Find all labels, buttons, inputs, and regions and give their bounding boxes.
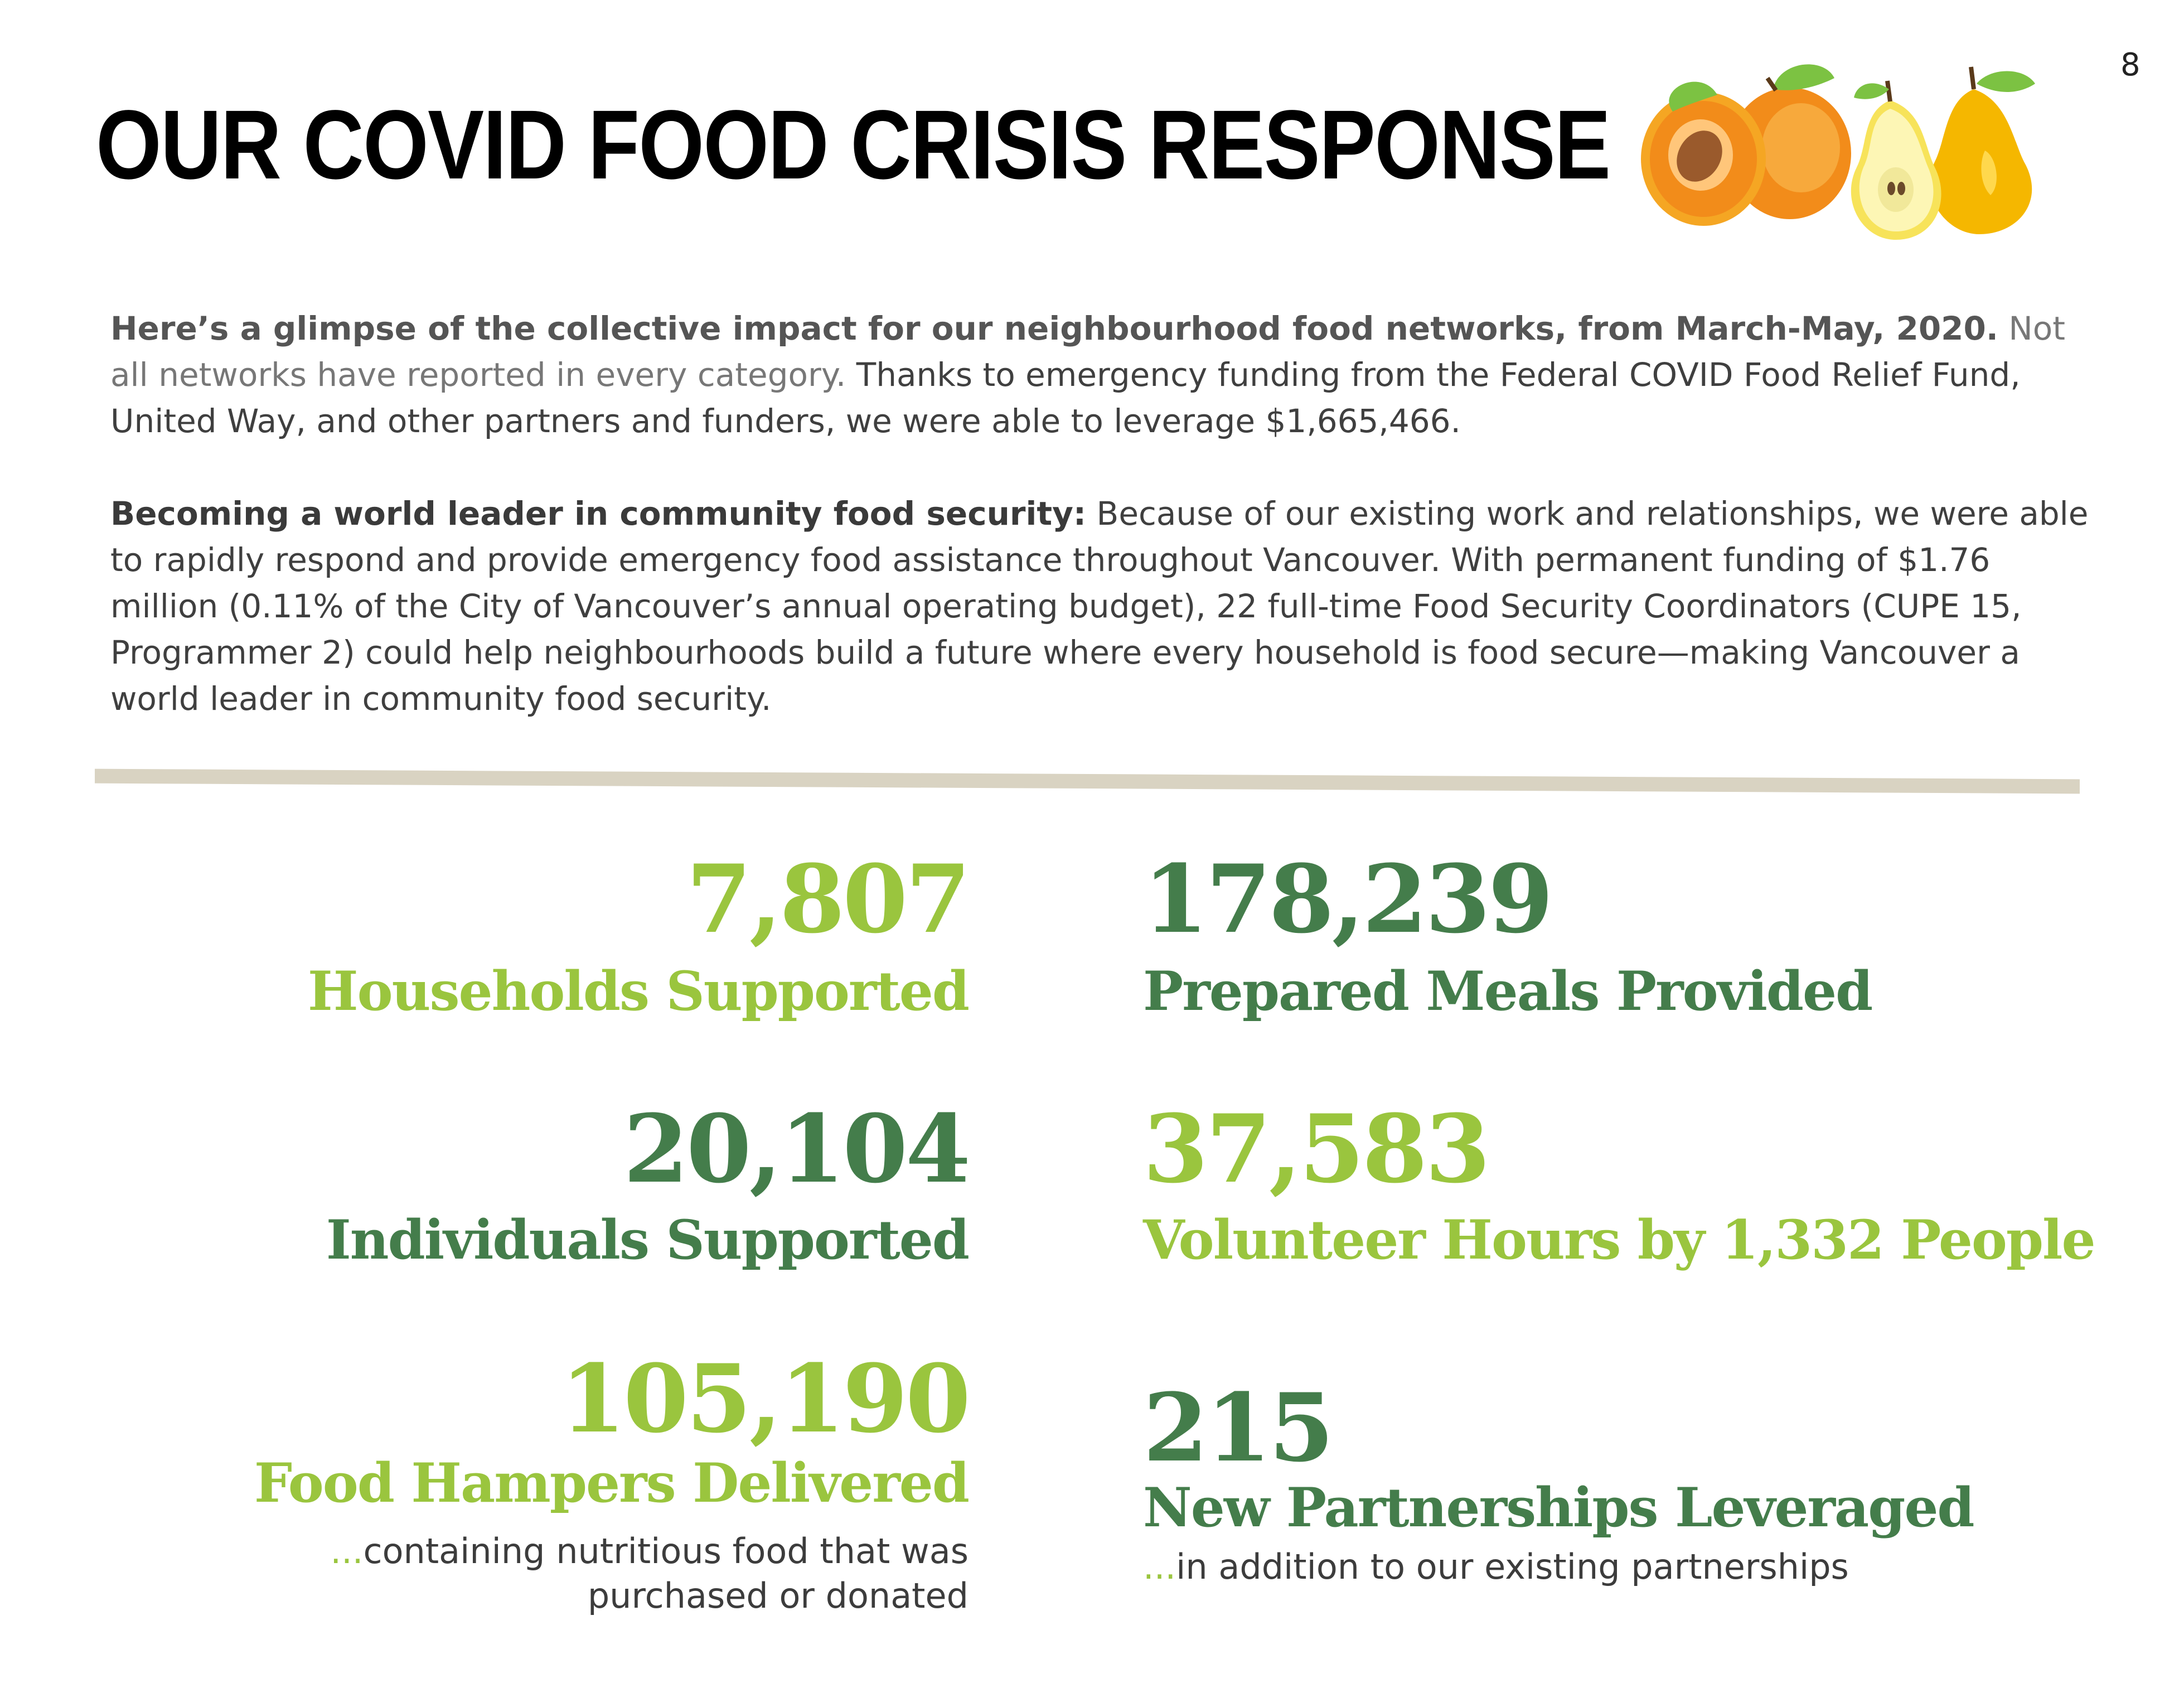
intro-lead: Here’s a glimpse of the collective impact for our neighbourhood food networks, from March-May, 2020. — [110, 309, 1998, 347]
households-label: Households Supported — [307, 960, 968, 1023]
volunteer-label: Volunteer Hours by 1,332 People — [1143, 1208, 2095, 1271]
meals-label: Prepared Meals Provided — [1143, 960, 1872, 1023]
section-divider — [95, 769, 2080, 794]
partnerships-note-dots: ... — [1143, 1546, 1176, 1587]
world-leader-paragraph — [110, 491, 2095, 722]
intro-body: Thanks to emergency funding from the Federal COVID Food Relief Fund, United Way, and other partners and funders, we were able to leverage $1,665,466. — [110, 356, 2021, 440]
intro-paragraph — [110, 306, 2095, 444]
hampers-label: Food Hampers Delivered — [254, 1452, 968, 1515]
apricot-icon — [1641, 64, 1851, 226]
hampers-note-line2: purchased or donated — [587, 1575, 968, 1616]
intro-note: Not all networks have reported in every category. — [110, 309, 2065, 394]
partnerships-note-text: in addition to our existing partnerships — [1176, 1546, 1849, 1587]
world-leader-heading: Becoming a world leader in community food security: — [110, 495, 1087, 533]
households-value: 7,807 — [686, 844, 968, 954]
individuals-label: Individuals Supported — [326, 1208, 968, 1271]
partnerships-note — [1143, 1545, 1849, 1589]
meals-value: 178,239 — [1143, 844, 1551, 954]
partnerships-value: 215 — [1143, 1372, 1332, 1483]
hampers-note-dots: ... — [330, 1531, 364, 1571]
partnerships-label: New Partnerships Leveraged — [1143, 1476, 1974, 1539]
individuals-value: 20,104 — [623, 1094, 968, 1204]
fruit-illustration — [1634, 56, 2057, 245]
pear-icon — [1851, 67, 2035, 240]
page-title: OUR COVID FOOD CRISIS RESPONSE — [96, 90, 1610, 200]
page-number: 8 — [2120, 47, 2141, 83]
hampers-note — [330, 1529, 968, 1618]
volunteer-value: 37,583 — [1143, 1094, 1488, 1204]
hampers-value: 105,190 — [560, 1343, 968, 1454]
hampers-note-line1: containing nutritious food that was — [363, 1531, 968, 1571]
world-leader-body: Because of our existing work and relationships, we were able to rapidly respond and provide emergency food assistance throughout Vancouver. With permanent funding of $1.76 million (0.11% of the City of Vancouver’s annual operating budget), 22 full-time Food Security Coordinators (CUPE 15, Programmer 2) could help neighbourhoods build a future where every household is food secure—making Vancouver a world leader in community food security. — [110, 495, 2089, 718]
